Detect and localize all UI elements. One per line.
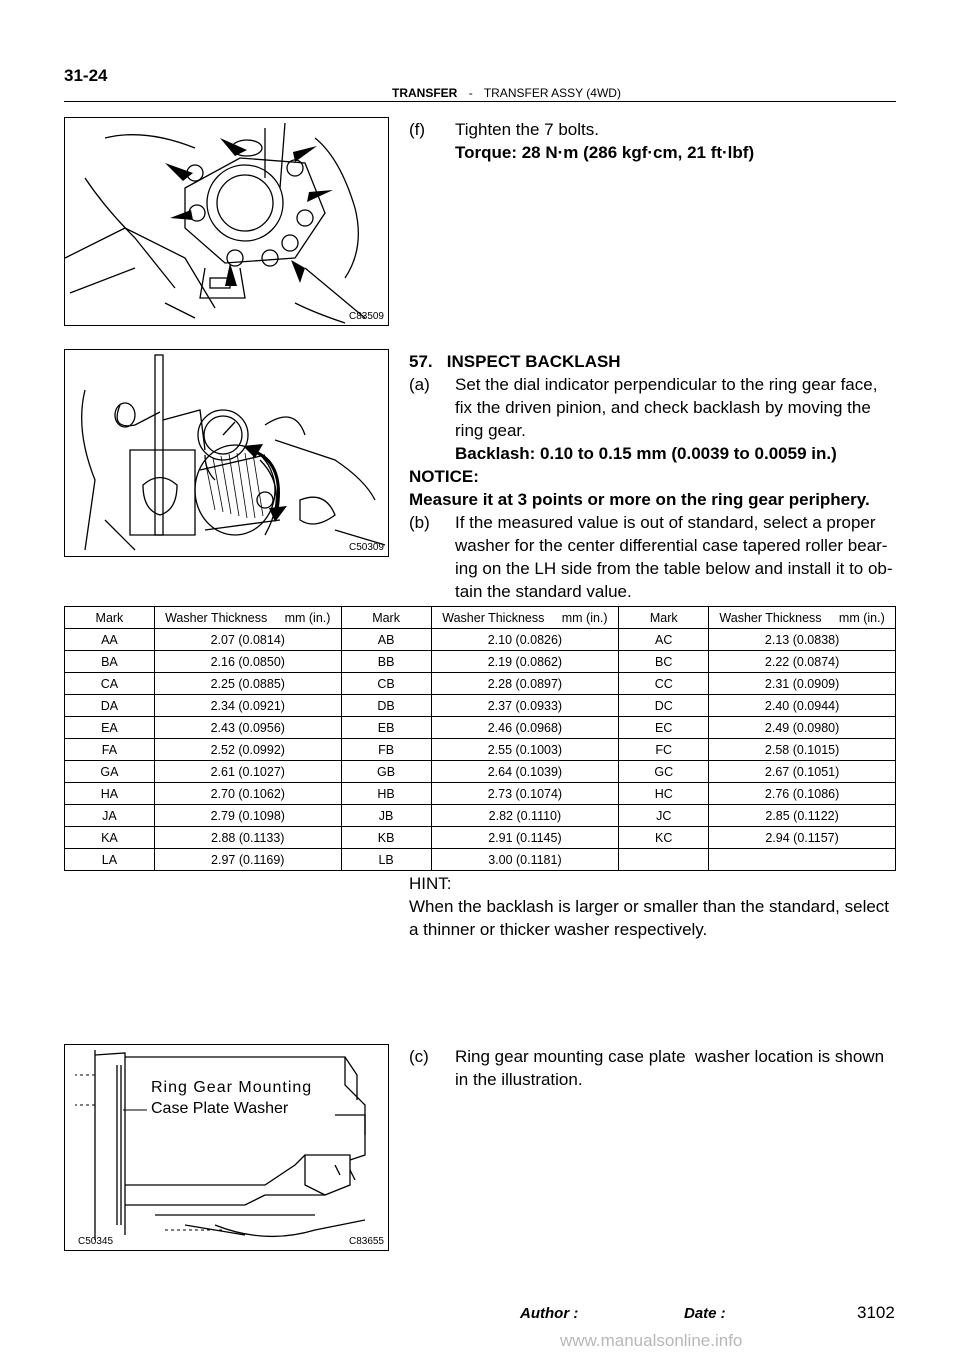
figure-id: C50309 — [348, 542, 384, 553]
step-57b-line4: tain the standard value. — [455, 582, 632, 601]
figure-bolt-tightening — [64, 117, 389, 326]
table-header: Washer Thickness mm (in.) — [709, 607, 896, 629]
table-header: Washer Thickness mm (in.) — [431, 607, 619, 629]
footer-page-number: 3102 — [857, 1303, 895, 1322]
figure-dial-indicator — [64, 349, 389, 557]
table-cell: 2.85 (0.1122) — [709, 805, 896, 827]
table-row — [65, 717, 896, 739]
table-cell: 2.88 (0.1133) — [154, 827, 341, 849]
table-cell: 2.67 (0.1051) — [709, 761, 896, 783]
table-cell: HB — [341, 783, 431, 805]
table-cell: 2.61 (0.1027) — [154, 761, 341, 783]
torque-spec: Torque: 28 N·m (286 kgf·cm, 21 ft·lbf) — [455, 143, 755, 162]
table-cell: FB — [341, 739, 431, 761]
table-cell: CC — [619, 673, 709, 695]
table-header-row — [65, 607, 896, 629]
case-plate-illustration — [65, 1045, 388, 1250]
figure-id-left: C50345 — [78, 1236, 114, 1247]
hint-line2: a thinner or thicker washer respectively. — [409, 920, 708, 939]
step-f — [409, 118, 599, 141]
table-cell: BC — [619, 651, 709, 673]
notice-title: NOTICE: — [409, 467, 479, 486]
table-cell: BB — [341, 651, 431, 673]
table-cell: 2.70 (0.1062) — [154, 783, 341, 805]
table-cell: AC — [619, 629, 709, 651]
header-subsection: TRANSFER ASSY (4WD) — [483, 86, 621, 100]
table-cell: DA — [65, 695, 155, 717]
step-c-label: (c) — [409, 1047, 429, 1066]
table-cell — [709, 849, 896, 871]
table-cell: 2.52 (0.0992) — [154, 739, 341, 761]
step-f-label: (f) — [409, 120, 426, 139]
figure-washer-location — [64, 1044, 389, 1251]
step-57b — [409, 511, 876, 534]
table-cell: JC — [619, 805, 709, 827]
table-row — [65, 849, 896, 871]
table-cell: AB — [341, 629, 431, 651]
table-cell: BA — [65, 651, 155, 673]
table-cell: 2.40 (0.0944) — [709, 695, 896, 717]
table-cell: EA — [65, 717, 155, 739]
table-cell: HA — [65, 783, 155, 805]
table-row — [65, 695, 896, 717]
table-cell: 2.94 (0.1157) — [709, 827, 896, 849]
notice-text: Measure it at 3 points or more on the ring gear periphery. — [409, 490, 870, 509]
table-cell: 2.46 (0.0968) — [431, 717, 619, 739]
table-cell: 2.37 (0.0933) — [431, 695, 619, 717]
header-rule — [64, 101, 896, 102]
table-cell: LA — [65, 849, 155, 871]
table-cell: KC — [619, 827, 709, 849]
washer-thickness-table — [64, 606, 896, 871]
washer-callout-label — [149, 1077, 314, 1119]
table-row — [65, 805, 896, 827]
table-cell: CA — [65, 673, 155, 695]
bolt-tightening-illustration — [65, 118, 388, 325]
table-cell: CB — [341, 673, 431, 695]
table-header: Mark — [341, 607, 431, 629]
table-header: Washer Thickness mm (in.) — [154, 607, 341, 629]
step-57a-line2: fix the driven pinion, and check backlash by moving the — [455, 398, 871, 417]
table-row — [65, 761, 896, 783]
table-row — [65, 629, 896, 651]
table-cell: GB — [341, 761, 431, 783]
step-f-text: Tighten the 7 bolts. — [455, 120, 599, 139]
step-57b-line1: If the measured value is out of standard, select a proper — [455, 513, 876, 532]
footer-author: Author : — [520, 1305, 579, 1322]
table-cell: 2.91 (0.1145) — [431, 827, 619, 849]
step-57a-line3: ring gear. — [455, 421, 526, 440]
table-cell: 2.34 (0.0921) — [154, 695, 341, 717]
table-cell: JB — [341, 805, 431, 827]
table-cell: EB — [341, 717, 431, 739]
dial-indicator-illustration — [65, 350, 388, 556]
table-cell: KA — [65, 827, 155, 849]
step-c — [409, 1045, 884, 1068]
hint-line1: When the backlash is larger or smaller than the standard, select — [409, 897, 890, 916]
table-cell: 2.64 (0.1039) — [431, 761, 619, 783]
table-cell: 2.19 (0.0862) — [431, 651, 619, 673]
table-cell: 2.13 (0.0838) — [709, 629, 896, 651]
table-cell: AA — [65, 629, 155, 651]
page-header — [392, 86, 621, 100]
table-cell: 2.16 (0.0850) — [154, 651, 341, 673]
step-57-title: 57. INSPECT BACKLASH — [409, 352, 621, 371]
table-cell: 2.31 (0.0909) — [709, 673, 896, 695]
table-header: Mark — [65, 607, 155, 629]
table-cell: 2.10 (0.0826) — [431, 629, 619, 651]
header-separator: - — [468, 86, 473, 100]
figure-id: C83509 — [348, 311, 384, 322]
table-cell: 2.79 (0.1098) — [154, 805, 341, 827]
table-cell: FA — [65, 739, 155, 761]
table-cell: 2.25 (0.0885) — [154, 673, 341, 695]
table-cell: 2.22 (0.0874) — [709, 651, 896, 673]
table-cell: 2.97 (0.1169) — [154, 849, 341, 871]
table-cell: 2.76 (0.1086) — [709, 783, 896, 805]
table-cell — [619, 849, 709, 871]
table-cell: 2.73 (0.1074) — [431, 783, 619, 805]
callout-line2: Case Plate Washer — [151, 1100, 289, 1117]
step-57b-line3: ing on the LH side from the table below and install it to ob- — [455, 559, 893, 578]
footer-date: Date : — [684, 1305, 726, 1322]
table-cell: HC — [619, 783, 709, 805]
table-row — [65, 783, 896, 805]
figure-id-right: C83655 — [348, 1236, 384, 1247]
step-c-line1: Ring gear mounting case plate washer location is shown — [455, 1047, 885, 1066]
table-cell: 2.82 (0.1110) — [431, 805, 619, 827]
table-cell: 2.58 (0.1015) — [709, 739, 896, 761]
table-cell: DC — [619, 695, 709, 717]
table-cell: KB — [341, 827, 431, 849]
table-cell: GC — [619, 761, 709, 783]
step-57a — [409, 373, 877, 396]
table-cell: FC — [619, 739, 709, 761]
step-57a-line1: Set the dial indicator perpendicular to the ring gear face, — [455, 375, 878, 394]
table-row — [65, 739, 896, 761]
callout-line1: Ring Gear Mounting — [151, 1079, 313, 1096]
table-cell: 2.28 (0.0897) — [431, 673, 619, 695]
step-57b-line2: washer for the center differential case tapered roller bear- — [455, 536, 888, 555]
backlash-spec: Backlash: 0.10 to 0.15 mm (0.0039 to 0.0059 in.) — [455, 444, 837, 463]
hint-title: HINT: — [409, 874, 452, 893]
table-row — [65, 673, 896, 695]
table-cell: 2.49 (0.0980) — [709, 717, 896, 739]
table-header: Mark — [619, 607, 709, 629]
table-cell: 2.43 (0.0956) — [154, 717, 341, 739]
table-cell: 3.00 (0.1181) — [431, 849, 619, 871]
page-number: 31-24 — [64, 66, 108, 85]
table-row — [65, 651, 896, 673]
table-cell: GA — [65, 761, 155, 783]
step-57b-label: (b) — [409, 513, 430, 532]
table-row — [65, 827, 896, 849]
table-cell: EC — [619, 717, 709, 739]
step-57a-label: (a) — [409, 375, 430, 394]
header-section: TRANSFER — [392, 86, 458, 100]
step-c-line2: in the illustration. — [455, 1070, 583, 1089]
watermark: www.manualsonline.info — [560, 1331, 743, 1350]
table-cell: DB — [341, 695, 431, 717]
table-cell: 2.55 (0.1003) — [431, 739, 619, 761]
table-cell: LB — [341, 849, 431, 871]
table-cell: JA — [65, 805, 155, 827]
table-cell: 2.07 (0.0814) — [154, 629, 341, 651]
